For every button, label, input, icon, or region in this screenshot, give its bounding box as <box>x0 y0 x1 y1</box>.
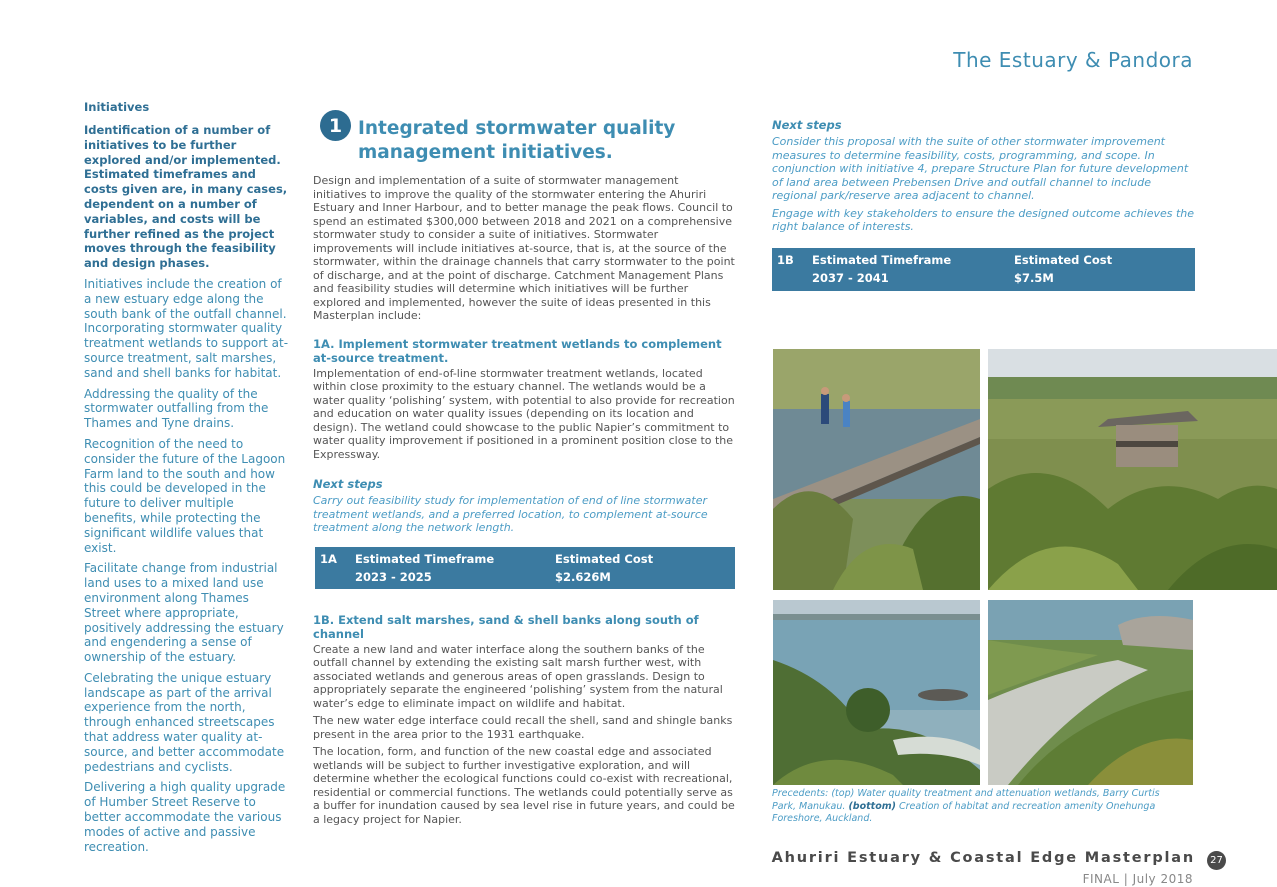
next-steps-heading: Next steps <box>772 118 842 132</box>
subsection-1a-text: Implementation of end-of-line stormwater treatment wetlands, located within close proximity to the estuary channel. The wetlands would be a water quality ‘polishing’ system, with potential to also provide for recreation and education on water quality issues (depending on its location and design). The wetland could showcase to the public Napier’s commitment to water quality improvement if positioned in a prominent position close to the Expressway. <box>313 366 735 461</box>
initiative-item: Facilitate change from industrial land uses to a mixed land use environment along Thames Street where appropriate, positively addressing the estuary and engendering a sense of ownership of the estuary. <box>84 561 284 665</box>
caption-part: Creation of habitat and recreation amenity Onehunga Foreshore, Auckland. <box>772 800 1156 824</box>
timeframe-value: 2037 - 2041 <box>812 270 889 285</box>
initiative-item: Delivering a high quality upgrade of Humber Street Reserve to better accommodate the various modes of active and passive recreation. <box>84 780 286 854</box>
timeframe-value: 2023 - 2025 <box>355 569 432 584</box>
subsection-1b-paragraph: The new water edge interface could recall the shell, sand and shingle banks present in the area prior to the 1931 earthquake. <box>313 714 733 741</box>
photo-shoreline-path <box>988 600 1193 785</box>
section-title-header: The Estuary & Pandora <box>953 48 1193 72</box>
cost-label: Estimated Cost <box>555 551 654 566</box>
intro-paragraph: Design and implementation of a suite of stormwater management initiatives to improve the quality of the stormwater entering the Ahuriri Estuary and Inner Harbour, and to better manage the peak flows. Council to spend an estimated $300,000 between 2018 and 2021 on a comprehensive stormwater study to consider a suite of initiatives. Stormwater improvements will include initiatives at-source, that is, at the source of the stormwater, within the drainage channels that carry stormwater to the point of discharge, and at the point of discharge. Catchment Management Plans and feasibility studies will determine which initiatives will be further explored and implemented, however the suite of ideas presented in this Masterplan include: <box>313 174 735 322</box>
document-status: FINAL | July 2018 <box>1082 872 1193 886</box>
initiative-item: Celebrating the unique estuary landscape as part of the arrival experience from the north, through enhanced streetscapes that address water quality at-source, and better accommodate pedestrians and cyclists. <box>84 670 285 774</box>
photo-pergola-grasses <box>988 349 1277 590</box>
estimate-box-1b <box>772 248 1195 291</box>
initiatives-lead: Identification of a number of initiatives to be further explored and/or implemented. Estimated timeframes and costs given are, in many cases, dependent on a number of variables, and costs will be further refined as the project moves through the feasibility and design phases. <box>84 123 288 271</box>
subsection-1b-paragraph: The location, form, and function of the new coastal edge and associated wetlands will be subject to further investigative exploration, and will determine whether the ecological functions could co-exist with recreational, residential or commercial functions. The wetlands could potentially serve as a buffer for inundation caused by sea level rise in future years, and could be a legacy project for Napier. <box>313 745 735 826</box>
right-column <box>772 118 1195 291</box>
next-steps-text: Consider this proposal with the suite of other stormwater improvement measures to determine feasibility, costs, programming, and scope. In conjunction with initiative 4, prepare Structure Plan for future development of land area between Prebensen Drive and outfall channel to include regional park/reserve area adjacent to channel. <box>772 135 1189 202</box>
section-title: Integrated stormwater quality management initiatives. <box>358 118 676 163</box>
initiative-item: Addressing the quality of the stormwater outfalling from the Thames and Tyne drains. <box>84 386 269 431</box>
cost-value: $7.5M <box>1014 270 1054 285</box>
document-title: Ahuriri Estuary & Coastal Edge Masterplan <box>771 850 1195 866</box>
cost-value: $2.626M <box>555 569 611 584</box>
next-steps-heading: Next steps <box>313 477 383 491</box>
section-header <box>313 110 735 174</box>
cost-label: Estimated Cost <box>1014 252 1113 267</box>
photo-coastal-bay <box>773 600 980 785</box>
estimate-id: 1B <box>777 252 794 267</box>
caption-part: Precedents: (top) Water quality treatment and attenuation wetlands, Barry Curtis Park, Manukau. <box>772 788 1160 812</box>
initiatives-heading: Initiatives <box>84 100 150 114</box>
section-number-badge: 1 <box>320 110 351 141</box>
initiative-item: Initiatives include the creation of a new estuary edge along the south bank of the outfall channel. Incorporating stormwater quality treatment wetlands to support at-source treatment, salt marshes, sand and shell banks for habitat. <box>84 276 289 380</box>
caption-part: (bottom) <box>848 800 896 812</box>
initiative-item: Recognition of the need to consider the future of the Lagoon Farm land to the south and how this could be developed in the future to deliver multiple benefits, while protecting the significant wildlife values that exist. <box>84 436 286 555</box>
estimate-box-1a <box>315 547 735 589</box>
subsection-1b-paragraph: Create a new land and water interface along the southern banks of the outfall channel by extending the existing salt marsh further west, with associated wetlands and generous areas of open grasslands. Design to appropriately separate the engineered ‘polishing’ system from the natural water’s edge to eliminate impact on wildlife and habitat. <box>313 642 723 710</box>
next-steps-text: Engage with key stakeholders to ensure the designed outcome achieves the right balance of interests. <box>772 206 1195 233</box>
estimate-id: 1A <box>320 551 337 566</box>
timeframe-label: Estimated Timeframe <box>355 551 495 566</box>
main-content-column <box>313 110 735 830</box>
page-number: 27 <box>1207 851 1226 870</box>
subsection-1a-heading: 1A. Implement stormwater treatment wetlands to complement at-source treatment. <box>313 336 722 365</box>
photo-caption <box>772 788 1182 826</box>
photo-boardwalk-wetland <box>773 349 980 590</box>
next-steps-text: Carry out feasibility study for implementation of end of line stormwater treatment wetlands, and a preferred location, to complement at-source treatment along the network length. <box>313 494 708 534</box>
timeframe-label: Estimated Timeframe <box>812 252 952 267</box>
initiatives-column <box>84 100 289 860</box>
subsection-1b-heading: 1B. Extend salt marshes, sand & shell banks along south of channel <box>313 612 699 641</box>
